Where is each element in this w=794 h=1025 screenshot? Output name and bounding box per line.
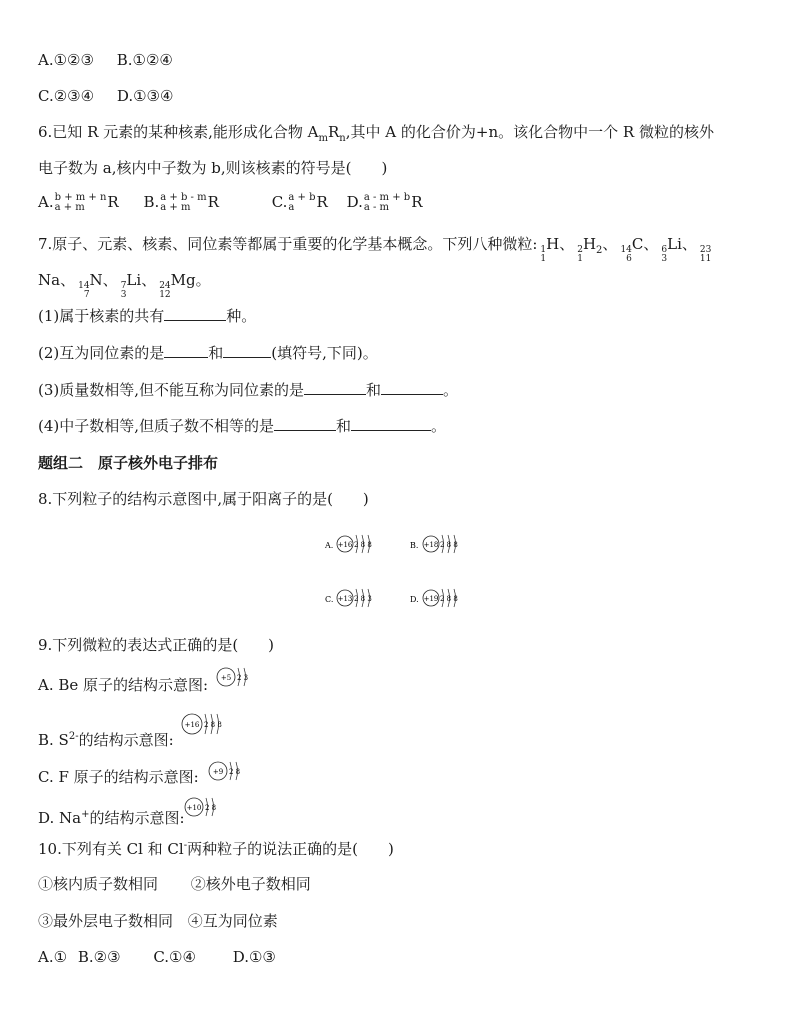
q6-element-r: R [328,123,340,141]
q8-option-a-diagram[interactable] [324,535,372,553]
q9-c-nucleus: +9 [212,768,224,776]
q10-options [38,947,276,967]
q10-statement-2: ②核外电子数相同 [190,875,311,893]
q9-option-b-text: B. S [38,731,69,749]
nuclide-4-mass: 6 [661,245,668,255]
separator: 、 [559,235,575,253]
q9-b-diagram [180,710,226,740]
nuclide-5-symbol: Na [38,271,61,289]
q10-charge: - [183,840,188,851]
q7-part3-tail: 。 [443,381,459,399]
q7-part4-blank-1[interactable] [274,416,336,431]
q10-option-d[interactable]: D.①③ [232,948,276,966]
nuclide-1-mass: 1 [540,245,547,255]
nuclide-6-z: 7 [83,290,90,300]
q9-option-d-text: D. Na [38,809,82,827]
q7-part1-blank[interactable] [164,306,226,321]
q7-part4-and: 和 [336,417,352,435]
q5-option-c: C.②③④ [38,87,95,105]
nuclide-5-z: 11 [699,254,712,264]
period: 。 [195,271,211,289]
q6-stem-line1 [38,122,714,149]
q8-option-b-diagram[interactable] [410,535,458,553]
nuclide-3-mass: 14 [620,245,632,255]
q7-part2-blank-2[interactable] [223,343,271,358]
q6-a-subscript: a + m [54,202,85,213]
q7-part2-tail: (填符号,下同)。 [271,344,378,362]
q8-d-nucleus: +19 [423,595,439,603]
nuclide-1-symbol: H [546,235,560,253]
q6-c-element: R [316,193,328,211]
q7-part3-and: 和 [366,381,382,399]
nuclide-8-mass: 24 [159,281,171,291]
q9-a-shells: 2 3 [237,674,249,682]
q9-option-a[interactable] [38,675,208,695]
nuclide-1-z: 1 [540,254,547,264]
q6-subscript-m: m [318,133,328,144]
q9-d-charge: + [81,809,90,820]
nuclide-4-symbol: Li [667,235,682,253]
q10-statements-row1 [38,874,311,894]
q8-c-shells: 2 8 3 [354,595,372,603]
q8-b-nucleus: +18 [423,541,439,549]
q8-d-shells: 2 8 8 [440,595,458,603]
q6-a-element: R [107,193,119,211]
q9-c-diagram [206,758,246,786]
nuclide-6-mass: 14 [78,281,90,291]
nuclide-2-z: 1 [577,254,583,264]
q8-option-b-label: B. [410,541,419,550]
separator: 、 [141,271,157,289]
q6-option-c [272,192,328,213]
q9-option-d-text-2: 的结构示意图: [89,809,185,827]
q8-option-d-label: D. [410,595,419,604]
q6-options [38,192,422,213]
q9-d-nucleus: +10 [186,804,202,812]
q9-b-shells: 2 8 8 [204,721,222,729]
q9-option-c-text: C. F 原子的结构示意图: [38,768,199,786]
separator: 、 [643,235,659,253]
q9-option-b[interactable] [38,727,174,750]
q6-stem-line2: 电子数为 a,核内中子数为 b,则该核素的符号是( ) [38,159,388,177]
q8-option-c-label: C. [325,595,334,604]
separator: 、 [102,271,118,289]
q6-d-superscript: a - m + b [363,192,411,203]
q9-option-b-text-2: 的结构示意图: [78,731,174,749]
q8-option-d-diagram[interactable] [410,589,458,607]
nuclide-2-subscript: 2 [596,245,603,256]
q7-part2 [38,343,378,363]
q6-stem-text-2: ,其中 A 的化合价为+n。该化合物中一个 R 微粒的核外 [345,123,714,141]
q9-d-shells: 2 8 [205,804,217,812]
q10-statement-4: ④互为同位素 [187,912,278,930]
q9-option-c[interactable] [38,767,199,787]
q9-stem: 9.下列微粒的表达式正确的是( ) [38,636,275,654]
section-heading-group2: 题组二 原子核外电子排布 [38,454,219,472]
q7-part1-text: (1)属于核素的共有 [38,307,165,325]
q6-option-b-label: B. [143,193,160,211]
q8-option-a-label: A. [325,541,334,550]
nuclide-2-mass: 2 [577,245,583,255]
q10-stem-text-2: 两种粒子的说法正确的是( ) [187,840,394,858]
q6-option-b [143,192,218,213]
q6-option-d [347,192,423,213]
q10-option-c[interactable]: C.①④ [153,948,196,966]
q7-part3-blank-2[interactable] [381,380,443,395]
q10-statement-1: ①核内质子数相同 [38,875,159,893]
q9-a-nucleus: +5 [220,674,232,682]
nuclide-8-symbol: Mg [170,271,196,289]
nuclide-3-z: 6 [626,254,632,264]
nuclide-7-symbol: Li [126,271,142,289]
q6-a-superscript: b + m + n [54,192,107,203]
q7-part4-text: (4)中子数相等,但质子数不相等的是 [38,417,275,435]
q6-option-a-label: A. [38,193,54,211]
q7-part2-text: (2)互为同位素的是 [38,344,165,362]
q9-option-d[interactable] [38,805,185,828]
q6-d-subscript: a - m [363,202,390,213]
q10-stem-text: 10.下列有关 Cl 和 Cl [38,840,184,858]
separator: 、 [602,235,618,253]
q9-b-charge: 2- [68,731,79,742]
q7-part1-tail: 种。 [226,307,257,325]
separator: 、 [681,235,697,253]
q5-options-row2 [38,86,173,106]
q8-a-shells: 2 8 8 [354,541,372,549]
q10-statement-3: ③最外层电子数相同 [38,912,174,930]
q5-options-row1 [38,50,173,70]
q10-stem [38,836,394,859]
separator: 、 [60,271,76,289]
q9-d-diagram [182,794,222,822]
nuclide-3-symbol: C [631,235,644,253]
q8-stem: 8.下列粒子的结构示意图中,属于阳离子的是( ) [38,490,369,508]
q6-b-superscript: a + b - m [160,192,207,203]
nuclide-4-z: 3 [661,254,668,264]
q8-b-shells: 2 8 8 [440,541,458,549]
q8-a-nucleus: +16 [337,541,353,549]
q7-part3-blank-1[interactable] [304,380,366,395]
nuclide-7-z: 3 [120,290,127,300]
q6-option-d-label: D. [346,193,363,211]
q6-d-element: R [411,193,423,211]
q10-option-b[interactable]: B.②③ [77,948,121,966]
q5-option-d: D.①③④ [116,87,174,105]
q7-stem-line2 [38,270,211,300]
q7-part3-text: (3)质量数相等,但不能互称为同位素的是 [38,381,305,399]
q7-part4-blank-2[interactable] [351,416,431,431]
q9-a-diagram [214,664,254,692]
q6-option-c-label: C. [271,193,288,211]
q7-part4 [38,416,446,436]
nuclide-7-mass: 7 [120,281,127,291]
q9-option-a-text: A. Be 原子的结构示意图: [38,676,209,694]
q5-option-a: A.①②③ [38,51,94,69]
nuclide-5-mass: 23 [699,245,712,255]
q7-part2-blank-1[interactable] [164,343,208,358]
q6-option-a [38,192,119,213]
q6-stem-text: 6.已知 R 元素的某种核素,能形成化合物 A [38,123,319,141]
q7-part2-and: 和 [208,344,224,362]
q6-b-subscript: a + m [160,202,191,213]
q10-statements-row2 [38,911,278,931]
nuclide-8-z: 12 [159,290,171,300]
q7-part1 [38,306,256,326]
q7-part4-tail: 。 [431,417,447,435]
nuclide-6-symbol: N [89,271,103,289]
nuclide-2-symbol: H [582,235,597,253]
q6-b-element: R [207,193,219,211]
q7-part3 [38,380,458,400]
q6-c-subscript: a [288,202,295,213]
q5-option-b: B.①②④ [116,51,173,69]
q8-c-nucleus: +13 [337,595,353,603]
q9-c-shells: 2 8 [229,768,241,776]
q9-b-nucleus: +16 [184,721,200,729]
q7-stem-line1 [38,234,711,264]
q10-option-a[interactable]: A.① [38,948,68,966]
q8-diagrams [320,526,480,616]
q6-subscript-n: n [339,133,346,144]
q8-option-c-diagram[interactable] [325,589,372,607]
q6-c-superscript: a + b [288,192,316,203]
q7-stem-text: 7.原子、元素、核素、同位素等都属于重要的化学基本概念。下列八种微粒: [38,235,538,253]
